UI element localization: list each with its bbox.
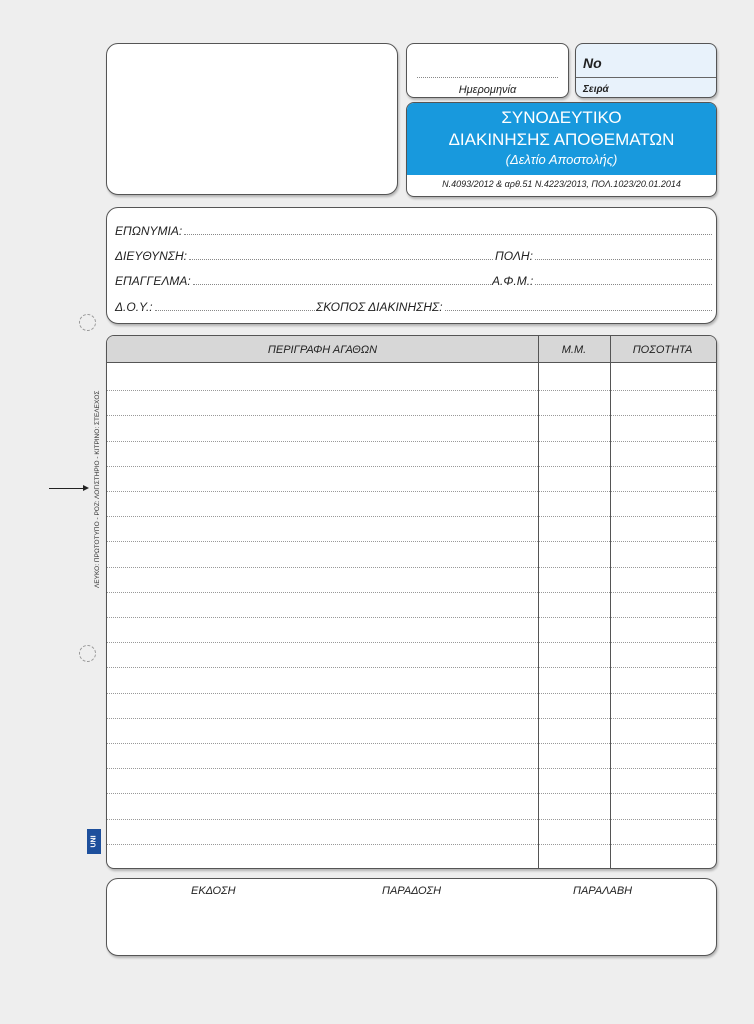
table-row[interactable]: [107, 743, 716, 744]
punch-hole: [79, 645, 96, 662]
table-row[interactable]: [107, 567, 716, 568]
table-row[interactable]: [107, 541, 716, 542]
column-unit: Μ.Μ.: [561, 344, 587, 356]
field-movement-purpose[interactable]: [316, 300, 712, 314]
signature-receipt: ΠΑΡΑΛΑΒΗ: [573, 885, 633, 897]
table-row[interactable]: [107, 415, 716, 416]
table-row[interactable]: [107, 592, 716, 593]
table-row[interactable]: [107, 466, 716, 467]
date-line[interactable]: [417, 77, 558, 78]
copy-distribution-note: ΛΕΥΚΟ: ΠΡΩΤΟΤΥΠΟ - ΡΟΖ: ΛΟΓΙΣΤΗΡΙΟ - ΚΙΤΡΙΝΟ: ΣΤΕΛΕΧΟΣ: [94, 390, 101, 588]
field-tax-office-label: Δ.Ο.Υ.:: [115, 300, 153, 314]
field-profession-label: ΕΠΑΓΓΕΛΜΑ:: [115, 274, 191, 288]
number-separator: [576, 77, 716, 78]
number-box: [575, 43, 717, 98]
title-banner: [407, 103, 716, 175]
signature-box: [106, 878, 717, 956]
company-logo-area: [106, 43, 398, 195]
document-subtitle: (Δελτίο Αποστολής): [505, 152, 618, 167]
table-row[interactable]: [107, 390, 716, 391]
goods-table: [106, 335, 717, 869]
table-row[interactable]: [107, 844, 716, 845]
column-description: ΠΕΡΙΓΡΑΦΗ ΑΓΑΘΩΝ: [267, 344, 378, 356]
punch-hole: [79, 314, 96, 331]
date-box: [406, 43, 569, 98]
brand-logo: [87, 829, 101, 854]
brand-logo-text: UNI: [90, 835, 98, 848]
column-quantity: ΠΟΣΟΤΗΤΑ: [632, 344, 693, 356]
table-row[interactable]: [107, 617, 716, 618]
field-eponymia[interactable]: [115, 224, 712, 238]
field-movement-purpose-label: ΣΚΟΠΟΣ ΔΙΑΚΙΝΗΣΗΣ:: [316, 300, 443, 314]
table-row[interactable]: [107, 793, 716, 794]
series-label: Σειρά: [583, 84, 609, 95]
table-row[interactable]: [107, 516, 716, 517]
table-row[interactable]: [107, 718, 716, 719]
title-line-2: ΔΙΑΚΙΝΗΣΗΣ ΑΠΟΘΕΜΑΤΩΝ: [448, 130, 675, 149]
number-label: Νο: [583, 55, 602, 71]
table-row[interactable]: [107, 819, 716, 820]
table-row[interactable]: [107, 693, 716, 694]
table-row[interactable]: [107, 642, 716, 643]
field-eponymia-label: ΕΠΩΝΥΜΙΑ:: [115, 224, 183, 238]
signature-delivery: ΠΑΡΑΔΟΣΗ: [382, 885, 442, 897]
recipient-info-box: [106, 207, 717, 324]
field-city-label: ΠΟΛΗ:: [495, 249, 533, 263]
date-label: Ημερομηνία: [458, 84, 517, 96]
field-address-label: ΔΙΕΥΘΥΝΣΗ:: [115, 249, 187, 263]
table-row[interactable]: [107, 768, 716, 769]
table-row[interactable]: [107, 441, 716, 442]
title-line-1: ΣΥΝΟΔΕΥΤΙΚΟ: [501, 108, 622, 127]
table-row[interactable]: [107, 491, 716, 492]
field-profession[interactable]: [115, 274, 491, 288]
table-row[interactable]: [107, 667, 716, 668]
arrow-icon: [49, 488, 87, 489]
field-address[interactable]: [115, 249, 493, 263]
law-reference: Ν.4093/2012 & αρθ.51 Ν.4223/2013, ΠΟΛ.1023/20.01.2014: [442, 179, 681, 189]
signature-issue: ΕΚΔΟΣΗ: [191, 885, 236, 897]
field-vat-number[interactable]: [492, 274, 712, 288]
field-city[interactable]: [495, 249, 712, 263]
field-vat-number-label: Α.Φ.Μ.:: [492, 274, 534, 288]
title-box: [406, 102, 717, 197]
table-header: [107, 336, 716, 363]
field-tax-office[interactable]: [115, 300, 315, 314]
